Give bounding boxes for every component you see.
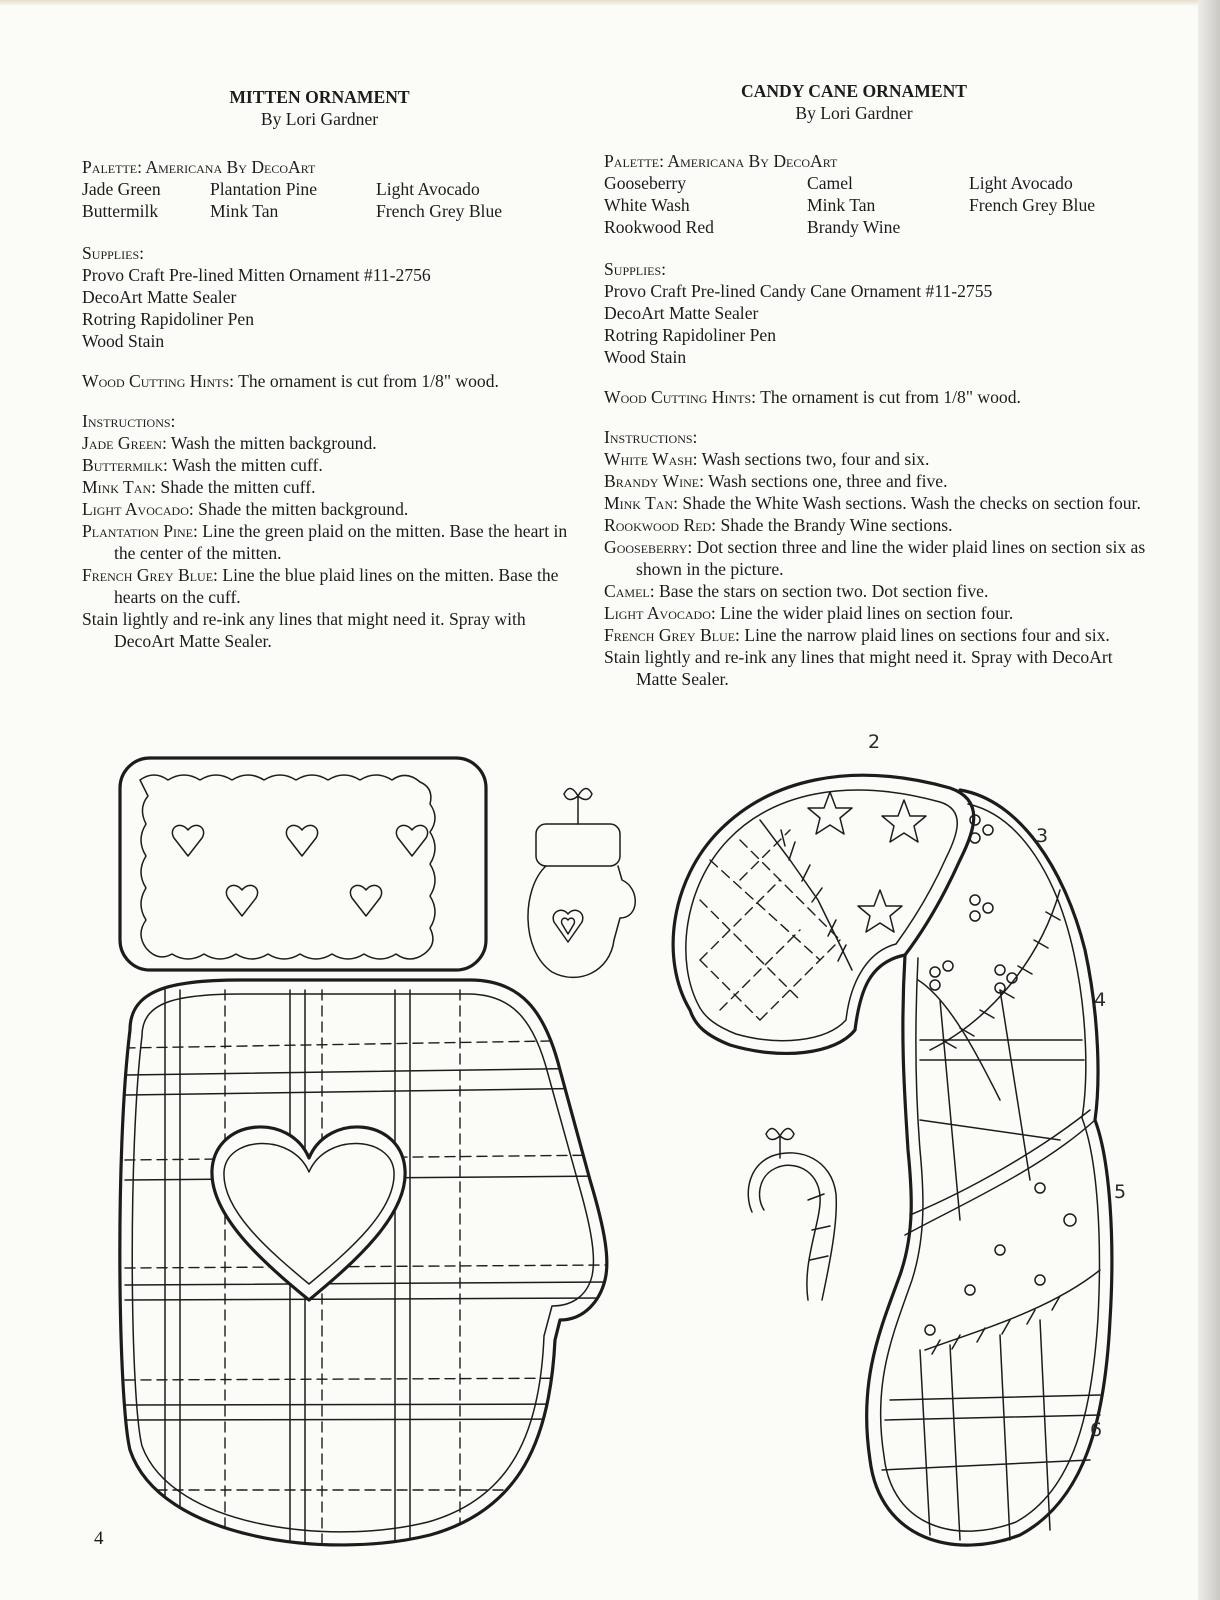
- candy-cane-title: CANDY CANE ORNAMENT: [740, 81, 968, 101]
- palette-color: Buttermilk: [82, 201, 159, 221]
- candy-cane-pattern: [673, 731, 1126, 1545]
- dot: [930, 980, 940, 990]
- supply-item: Provo Craft Pre-lined Candy Cane Ornament #11-2755: [604, 281, 993, 301]
- instruction-text: Wash the mitten background.: [166, 433, 377, 453]
- palette-color: Light Avocado: [376, 179, 480, 199]
- instruction-label: Light Avocado:: [604, 603, 716, 623]
- instruction-text: Dot section three and line the wider plaid lines on section six as shown in the picture.: [636, 537, 1146, 579]
- palette-color: Plantation Pine: [210, 179, 318, 199]
- instruction-text: Line the wider plaid lines on section four.: [715, 603, 1014, 623]
- instruction-text: Shade the mitten cuff.: [156, 477, 316, 497]
- instruction-text: Stain lightly and re-ink any lines that might need it. Spray with DecoArt Matte Sealer.: [604, 647, 1113, 689]
- wood-hints-text: The ornament is cut from 1/8" wood.: [756, 387, 1021, 407]
- palette-color: Mink Tan: [210, 201, 279, 221]
- instruction-label: Mink Tan:: [82, 477, 157, 497]
- instruction-text: Shade the Brandy Wine sections.: [716, 515, 953, 535]
- instruction-text: Wash sections two, four and six.: [697, 449, 930, 469]
- section-six-plaid: [882, 1320, 1103, 1540]
- instruction-text: Stain lightly and re-ink any lines that might need it. Spray with DecoArt Matte Sealer.: [82, 609, 526, 651]
- palette-color: Jade Green: [82, 179, 161, 199]
- cane-stitches: [781, 830, 846, 961]
- section-number-label: 5: [1114, 1181, 1127, 1203]
- dot: [970, 895, 980, 905]
- candy-cane-instructions-heading: Instructions:: [604, 427, 698, 447]
- dot: [965, 1285, 975, 1295]
- dot: [995, 965, 1005, 975]
- palette-color: Brandy Wine: [807, 217, 901, 237]
- section-divider: [905, 1120, 1095, 1235]
- dot: [983, 825, 993, 835]
- instruction-text: Wash sections one, three and five.: [703, 471, 948, 491]
- dot: [970, 911, 980, 921]
- instruction-text: Line the narrow plaid lines on sections four and six.: [739, 625, 1110, 645]
- section-four-stitches: [942, 912, 1060, 1048]
- instruction-label: Brandy Wine:: [604, 471, 704, 491]
- instruction-label: Mink Tan:: [604, 493, 679, 513]
- supply-item: DecoArt Matte Sealer: [604, 303, 759, 323]
- instruction-label: White Wash:: [604, 449, 698, 469]
- dot: [1035, 1275, 1045, 1285]
- section-number-label: 4: [1094, 989, 1107, 1011]
- dot: [970, 833, 980, 843]
- mitten-byline: By Lori Gardner: [260, 109, 379, 129]
- instruction-label: Buttermilk:: [82, 455, 168, 475]
- palette-color: Camel: [807, 173, 853, 193]
- dot: [1064, 1214, 1076, 1226]
- candy-cane-supplies-heading: Supplies:: [604, 259, 667, 279]
- cane-check-dashes: [700, 830, 840, 1020]
- supply-item: Wood Stain: [604, 347, 687, 367]
- instruction-text: Base the stars on section two. Dot section five.: [654, 581, 989, 601]
- small-candy-cane-illustration: [748, 1128, 836, 1300]
- instruction-label: Camel:: [604, 581, 655, 601]
- cane-check-dashes: [700, 840, 840, 1020]
- wood-hints-label: Wood Cutting Hints:: [82, 371, 235, 391]
- mitten-instructions-heading: Instructions:: [82, 411, 176, 431]
- palette-color: French Grey Blue: [969, 195, 1096, 215]
- small-cane-outline: [760, 1165, 821, 1300]
- palette-color: French Grey Blue: [376, 201, 503, 221]
- instruction-label: Gooseberry:: [604, 537, 693, 557]
- small-cane-outline: [748, 1153, 836, 1300]
- section-number-label: 2: [868, 731, 881, 753]
- instruction-label: Jade Green:: [82, 433, 167, 453]
- instruction-text: Wash the mitten cuff.: [167, 455, 323, 475]
- cane-section-crook: [673, 775, 974, 1053]
- instruction-label: French Grey Blue:: [604, 625, 740, 645]
- instruction-text: Line the blue plaid lines on the mitten. Base the hearts on the cuff.: [114, 565, 559, 607]
- palette-color: Gooseberry: [604, 173, 687, 193]
- instruction-text: Line the green plaid on the mitten. Base the heart in the center of the mitten.: [114, 521, 568, 563]
- section-six-stitch-line: [925, 1270, 1100, 1350]
- dot: [943, 961, 953, 971]
- dot: [995, 1245, 1005, 1255]
- instruction-label: Plantation Pine:: [82, 521, 198, 541]
- supply-item: Wood Stain: [82, 331, 165, 351]
- page-number: 4: [94, 1528, 104, 1549]
- mitten-supplies-heading: Supplies:: [82, 243, 145, 263]
- supply-item: Rotring Rapidoliner Pen: [604, 325, 777, 345]
- dot: [983, 903, 993, 913]
- supply-item: Provo Craft Pre-lined Mitten Ornament #11-2756: [82, 265, 431, 285]
- candy-cane-byline: By Lori Gardner: [795, 103, 913, 123]
- instruction-text: Shade the mitten background.: [193, 499, 409, 519]
- star-shape: [882, 800, 926, 842]
- section-divider: [910, 1110, 1090, 1215]
- instruction-label: Light Avocado:: [82, 499, 194, 519]
- wood-hints-label: Wood Cutting Hints:: [604, 387, 757, 407]
- section-number-label: 3: [1036, 825, 1049, 847]
- instruction-text: Shade the White Wash sections. Wash the checks on section four.: [678, 493, 1141, 513]
- palette-color: White Wash: [604, 195, 690, 215]
- palette-color: Light Avocado: [969, 173, 1073, 193]
- dot: [925, 1325, 935, 1335]
- palette-color: Mink Tan: [807, 195, 876, 215]
- instruction-label: French Grey Blue:: [82, 565, 218, 585]
- wood-hints-text: The ornament is cut from 1/8" wood.: [234, 371, 499, 391]
- mitten-title: MITTEN ORNAMENT: [229, 87, 410, 107]
- star-shape: [858, 890, 902, 932]
- supply-item: DecoArt Matte Sealer: [82, 287, 237, 307]
- palette-color: Rookwood Red: [604, 217, 714, 237]
- dot: [930, 967, 940, 977]
- section-number-label: 6: [1090, 1419, 1103, 1441]
- candy-cane-palette-heading: Palette: Americana By DecoArt: [604, 151, 838, 171]
- star-shape: [808, 792, 852, 834]
- mitten-palette-heading: Palette: Americana By DecoArt: [82, 157, 316, 177]
- dot: [1035, 1183, 1045, 1193]
- supply-item: Rotring Rapidoliner Pen: [82, 309, 255, 329]
- instruction-label: Rookwood Red:: [604, 515, 717, 535]
